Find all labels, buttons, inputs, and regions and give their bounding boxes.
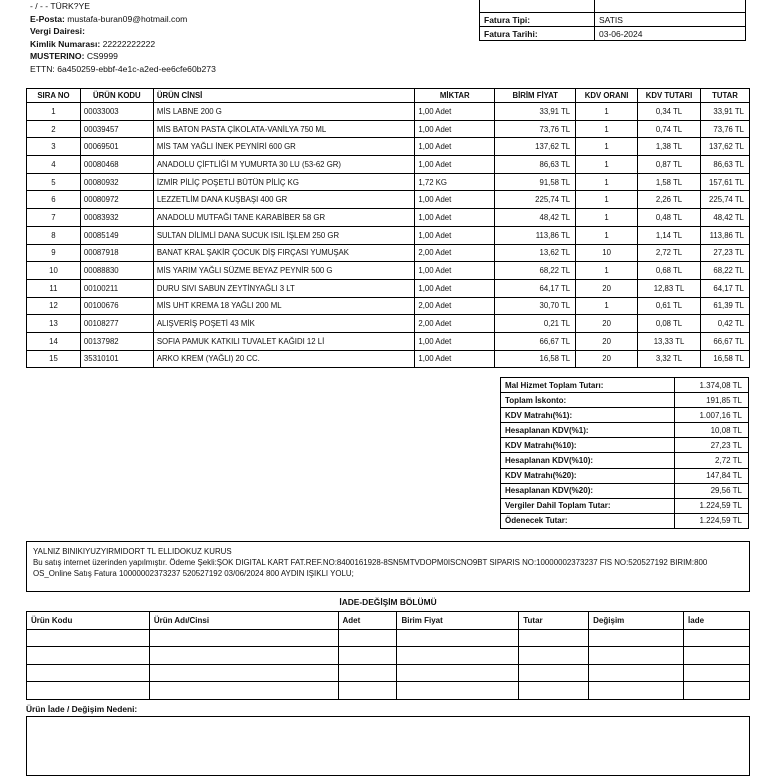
product-code: 00100676 [80, 297, 153, 315]
return-cell[interactable] [27, 647, 150, 664]
quantity: 1,00 Adet [415, 138, 495, 156]
return-cell[interactable] [684, 664, 750, 681]
item-row [27, 209, 750, 227]
customer-info [30, 0, 216, 75]
unit-price: 13,62 TL [495, 244, 576, 262]
vat-rate: 1 [576, 262, 638, 280]
row-number: 2 [27, 120, 81, 138]
id-value: 22222222222 [102, 38, 156, 49]
product-code: 35310101 [80, 350, 153, 368]
row-number: 9 [27, 244, 81, 262]
line-total: 225,74 TL [700, 191, 749, 209]
return-section-title: İADE-DEĞİŞİM BÖLÜMÜ [339, 597, 437, 607]
vat-rate: 1 [576, 209, 638, 227]
summary-value: 1.224,59 TL [675, 513, 749, 528]
line-total: 27,23 TL [700, 244, 749, 262]
row-number: 15 [27, 350, 81, 368]
product-code: 00108277 [80, 315, 153, 333]
product-code: 00080972 [80, 191, 153, 209]
row-number: 10 [27, 262, 81, 280]
return-cell[interactable] [519, 682, 589, 699]
product-name: MİS BATON PASTA ÇİKOLATA-VANİLYA 750 ML [153, 120, 415, 138]
vat-rate: 20 [576, 279, 638, 297]
product-name: MİS LABNE 200 G [153, 103, 415, 121]
id-row [30, 38, 216, 51]
return-cell[interactable] [27, 682, 150, 699]
unit-price: 137,62 TL [495, 138, 576, 156]
row-number: 13 [27, 315, 81, 333]
unit-price: 68,22 TL [495, 262, 576, 280]
summary-row [501, 483, 749, 498]
return-reason-label: Ürün İade / Değişim Nedeni: [26, 704, 138, 714]
ettn-row [30, 63, 216, 76]
unit-price: 86,63 TL [495, 156, 576, 174]
line-total: 137,62 TL [700, 138, 749, 156]
vat-amount: 0,34 TL [638, 103, 701, 121]
quantity: 2,00 Adet [415, 244, 495, 262]
order-note: OS_Online Satış Fatura 10000002373237 520527192 03/06/2024 800 AYDIN IŞIKLI YOLU; [33, 569, 354, 578]
return-cell[interactable] [397, 647, 519, 664]
unit-price: 16,58 TL [495, 350, 576, 368]
email-value: mustafa-buran09@hotmail.com [67, 13, 188, 24]
summary-row [501, 438, 749, 453]
summary-value: 1.224,59 TL [675, 498, 749, 513]
unit-price: 113,86 TL [495, 226, 576, 244]
return-cell[interactable] [589, 647, 684, 664]
col-header: ÜRÜN CİNSİ [153, 89, 415, 103]
summary-row [501, 408, 749, 423]
line-total: 61,39 TL [700, 297, 749, 315]
product-name: DURU SIVI SABUN ZEYTİNYAĞLI 3 LT [153, 279, 415, 297]
return-cell[interactable] [589, 630, 684, 647]
col-header: SIRA NO [27, 89, 81, 103]
vat-rate: 1 [576, 103, 638, 121]
col-header: KDV TUTARI [638, 89, 701, 103]
vat-amount: 0,48 TL [638, 209, 701, 227]
row-number: 7 [27, 209, 81, 227]
product-name: ANADOLU MUTFAĞI TANE KARABİBER 58 GR [153, 209, 415, 227]
line-total: 33,91 TL [700, 103, 749, 121]
product-name: ALIŞVERİŞ POŞETİ 43 MİK [153, 315, 415, 333]
item-row [27, 103, 750, 121]
col-header: ÜRÜN KODU [80, 89, 153, 103]
return-empty-row [27, 682, 750, 699]
unit-price: 64,17 TL [495, 279, 576, 297]
product-code: 00137982 [80, 332, 153, 350]
col-header: MİKTAR [415, 89, 495, 103]
return-cell[interactable] [149, 647, 338, 664]
summary-label: Vergiler Dahil Toplam Tutar: [501, 498, 675, 513]
summary-value: 10,08 TL [675, 423, 749, 438]
vat-amount: 0,61 TL [638, 297, 701, 315]
amount-in-words: YALNIZ BINIKIYUZYIRMIDORT TL ELLIDOKUZ KURUS [33, 547, 232, 556]
item-row [27, 191, 750, 209]
row-number: 12 [27, 297, 81, 315]
summary-label: Hesaplanan KDV(%10): [501, 453, 675, 468]
product-name: SULTAN DİLİMLİ DANA SUCUK ISIL İŞLEM 250 GR [153, 226, 415, 244]
line-total: 73,76 TL [700, 120, 749, 138]
summary-value: 147,84 TL [675, 468, 749, 483]
return-cell[interactable] [397, 664, 519, 681]
tax-office-row [30, 25, 216, 38]
return-cell[interactable] [338, 682, 397, 699]
return-empty-row [27, 630, 750, 647]
customer-no-label: MUSTERINO: [30, 51, 85, 61]
return-cell[interactable] [684, 647, 750, 664]
summary-label: KDV Matrahı(%1): [501, 408, 675, 423]
summary-value: 2,72 TL [675, 453, 749, 468]
customer-no-row [30, 50, 216, 63]
product-code: 00083932 [80, 209, 153, 227]
product-code: 00039457 [80, 120, 153, 138]
return-col-header: Tutar [519, 612, 589, 630]
vat-amount: 0,87 TL [638, 156, 701, 174]
return-cell[interactable] [684, 630, 750, 647]
product-name: MİS YARIM YAĞLI SÜZME BEYAZ PEYNİR 500 G [153, 262, 415, 280]
invoice-date-label: Fatura Tarihi: [480, 27, 595, 41]
line-total: 48,42 TL [700, 209, 749, 227]
return-cell[interactable] [589, 664, 684, 681]
line-total: 66,67 TL [700, 332, 749, 350]
summary-label: KDV Matrahı(%20): [501, 468, 675, 483]
summary-row [501, 423, 749, 438]
line-total: 86,63 TL [700, 156, 749, 174]
summary-value: 27,23 TL [675, 438, 749, 453]
row-number: 8 [27, 226, 81, 244]
summary-table [500, 377, 749, 529]
vat-amount: 0,68 TL [638, 262, 701, 280]
return-cell[interactable] [27, 630, 150, 647]
item-row [27, 279, 750, 297]
invoice-date-row [480, 27, 746, 41]
vat-rate: 10 [576, 244, 638, 262]
return-cell[interactable] [397, 682, 519, 699]
quantity: 1,00 Adet [415, 262, 495, 280]
invoice-type-value: SATIS [595, 13, 746, 27]
summary-label: Hesaplanan KDV(%20): [501, 483, 675, 498]
return-cell[interactable] [589, 682, 684, 699]
line-total: 16,58 TL [700, 350, 749, 368]
product-name: MİS TAM YAĞLI İNEK PEYNİRİ 600 GR [153, 138, 415, 156]
vat-amount: 13,33 TL [638, 332, 701, 350]
vat-amount: 1,14 TL [638, 226, 701, 244]
vat-amount: 2,72 TL [638, 244, 701, 262]
row-number: 3 [27, 138, 81, 156]
return-cell[interactable] [149, 682, 338, 699]
product-code: 00087918 [80, 244, 153, 262]
return-cell[interactable] [338, 664, 397, 681]
product-code: 00080468 [80, 156, 153, 174]
product-code: 00088830 [80, 262, 153, 280]
item-row [27, 332, 750, 350]
product-name: ANADOLU ÇİFTLİĞİ M YUMURTA 30 LU (53-62 GR) [153, 156, 415, 174]
quantity: 1,00 Adet [415, 103, 495, 121]
quantity: 1,00 Adet [415, 156, 495, 174]
item-row [27, 120, 750, 138]
return-cell[interactable] [149, 630, 338, 647]
product-code: 00080932 [80, 173, 153, 191]
summary-row [501, 498, 749, 513]
row-number: 6 [27, 191, 81, 209]
product-name: MİS UHT KREMA 18 YAĞLI 200 ML [153, 297, 415, 315]
invoice-date-value: 03-06-2024 [595, 27, 746, 41]
product-code: 00069501 [80, 138, 153, 156]
vat-rate: 20 [576, 315, 638, 333]
return-cell[interactable] [519, 664, 589, 681]
unit-price: 30,70 TL [495, 297, 576, 315]
product-name: ARKO KREM (YAĞLI) 20 CC. [153, 350, 415, 368]
quantity: 1,00 Adet [415, 279, 495, 297]
row-number: 4 [27, 156, 81, 174]
id-label: Kimlik Numarası: [30, 38, 101, 49]
product-code: 00085149 [80, 226, 153, 244]
item-row [27, 173, 750, 191]
email-label: E-Posta: [30, 13, 65, 24]
summary-label: Hesaplanan KDV(%1): [501, 423, 675, 438]
return-cell[interactable] [519, 630, 589, 647]
item-row [27, 244, 750, 262]
quantity: 1,00 Adet [415, 350, 495, 368]
items-header-row [27, 89, 750, 103]
vat-amount: 3,32 TL [638, 350, 701, 368]
return-table [26, 611, 750, 700]
col-header: KDV ORANI [576, 89, 638, 103]
vat-amount: 0,74 TL [638, 120, 701, 138]
unit-price: 33,91 TL [495, 103, 576, 121]
vat-rate: 1 [576, 226, 638, 244]
email-row [30, 13, 216, 26]
product-name: SOFIA PAMUK KATKILI TUVALET KAĞIDI 12 Lİ [153, 332, 415, 350]
summary-row [501, 393, 749, 408]
vat-amount: 1,58 TL [638, 173, 701, 191]
invoice-type-label: Fatura Tipi: [480, 13, 595, 27]
summary-row [501, 468, 749, 483]
product-name: İZMİR PİLİÇ POŞETLİ BÜTÜN PİLİÇ KG [153, 173, 415, 191]
vat-rate: 1 [576, 173, 638, 191]
return-cell[interactable] [338, 630, 397, 647]
vat-amount: 0,08 TL [638, 315, 701, 333]
summary-label: Ödenecek Tutar: [501, 513, 675, 528]
item-row [27, 262, 750, 280]
item-row [27, 156, 750, 174]
unit-price: 91,58 TL [495, 173, 576, 191]
line-total: 113,86 TL [700, 226, 749, 244]
summary-value: 1.007,16 TL [675, 408, 749, 423]
summary-label: KDV Matrahı(%10): [501, 438, 675, 453]
unit-price: 225,74 TL [495, 191, 576, 209]
tax-office-label: Vergi Dairesi: [30, 26, 85, 36]
col-header: BİRİM FİYAT [495, 89, 576, 103]
return-empty-row [27, 647, 750, 664]
return-col-header: Adet [338, 612, 397, 630]
summary-row [501, 453, 749, 468]
row-number: 5 [27, 173, 81, 191]
line-total: 68,22 TL [700, 262, 749, 280]
vat-amount: 12,83 TL [638, 279, 701, 297]
items-table [26, 88, 750, 368]
country-line: - / - - TÜRK?YE [30, 1, 91, 11]
vat-amount: 2,26 TL [638, 191, 701, 209]
return-col-header: Değişim [589, 612, 684, 630]
quantity: 1,72 KG [415, 173, 495, 191]
line-total: 64,17 TL [700, 279, 749, 297]
row-number: 11 [27, 279, 81, 297]
item-row [27, 350, 750, 368]
return-empty-row [27, 664, 750, 681]
return-col-header: Birim Fiyat [397, 612, 519, 630]
return-cell[interactable] [338, 647, 397, 664]
vat-rate: 20 [576, 350, 638, 368]
product-name: LEZZETLİM DANA KUŞBAŞI 400 GR [153, 191, 415, 209]
summary-value: 29,56 TL [675, 483, 749, 498]
quantity: 1,00 Adet [415, 332, 495, 350]
row-number: 14 [27, 332, 81, 350]
return-col-header: Ürün Kodu [27, 612, 150, 630]
summary-value: 1.374,08 TL [675, 378, 749, 393]
customer-no-value: CS9999 [86, 51, 118, 61]
row-number: 1 [27, 103, 81, 121]
vat-rate: 1 [576, 297, 638, 315]
line-total: 0,42 TL [700, 315, 749, 333]
summary-row [501, 378, 749, 393]
summary-row [501, 513, 749, 528]
quantity: 2,00 Adet [415, 315, 495, 333]
return-col-header: İade [684, 612, 750, 630]
quantity: 1,00 Adet [415, 120, 495, 138]
invoice-type-row [480, 13, 746, 27]
product-name: BANAT KRAL ŞAKİR ÇOCUK DİŞ FIRÇASI YUMUŞAK [153, 244, 415, 262]
item-row [27, 226, 750, 244]
vat-rate: 1 [576, 156, 638, 174]
unit-price: 66,67 TL [495, 332, 576, 350]
vat-rate: 1 [576, 120, 638, 138]
return-reason-box[interactable] [26, 716, 750, 776]
quantity: 2,00 Adet [415, 297, 495, 315]
unit-price: 0,21 TL [495, 315, 576, 333]
summary-label: Toplam İskonto: [501, 393, 675, 408]
summary-label: Mal Hizmet Toplam Tutarı: [501, 378, 675, 393]
vat-rate: 1 [576, 138, 638, 156]
unit-price: 73,76 TL [495, 120, 576, 138]
return-header-row [27, 612, 750, 630]
item-row [27, 297, 750, 315]
quantity: 1,00 Adet [415, 226, 495, 244]
col-header: TUTAR [700, 89, 749, 103]
product-code: 00033003 [80, 103, 153, 121]
product-code: 00100211 [80, 279, 153, 297]
return-cell[interactable] [397, 630, 519, 647]
vat-rate: 20 [576, 332, 638, 350]
ettn-label: ETTN: [30, 63, 55, 74]
vat-rate: 1 [576, 191, 638, 209]
quantity: 1,00 Adet [415, 209, 495, 227]
item-row [27, 138, 750, 156]
notes-box [26, 541, 750, 592]
line-total: 157,61 TL [700, 173, 749, 191]
invoice-info-table [479, 0, 746, 41]
payment-note: Bu satış internet üzerinden yapılmıştır. Ödeme Şekli:ŞOK DIGITAL KART FAT.REF.NO:8400161928-8SN5MTVDOPM0ISCNO9BT SIPARIS NO:10000002373237 FIS NO:520527192 BIRIM:800 [33, 558, 708, 567]
return-cell[interactable] [149, 664, 338, 681]
unit-price: 48,42 TL [495, 209, 576, 227]
quantity: 1,00 Adet [415, 191, 495, 209]
vat-amount: 1,38 TL [638, 138, 701, 156]
summary-value: 191,85 TL [675, 393, 749, 408]
return-cell[interactable] [684, 682, 750, 699]
item-row [27, 315, 750, 333]
return-cell[interactable] [27, 664, 150, 681]
ettn-value: 6a450259-ebbf-4e1c-a2ed-ee6cfe60b273 [57, 63, 216, 74]
return-col-header: Ürün Adı/Cinsi [149, 612, 338, 630]
return-cell[interactable] [519, 647, 589, 664]
